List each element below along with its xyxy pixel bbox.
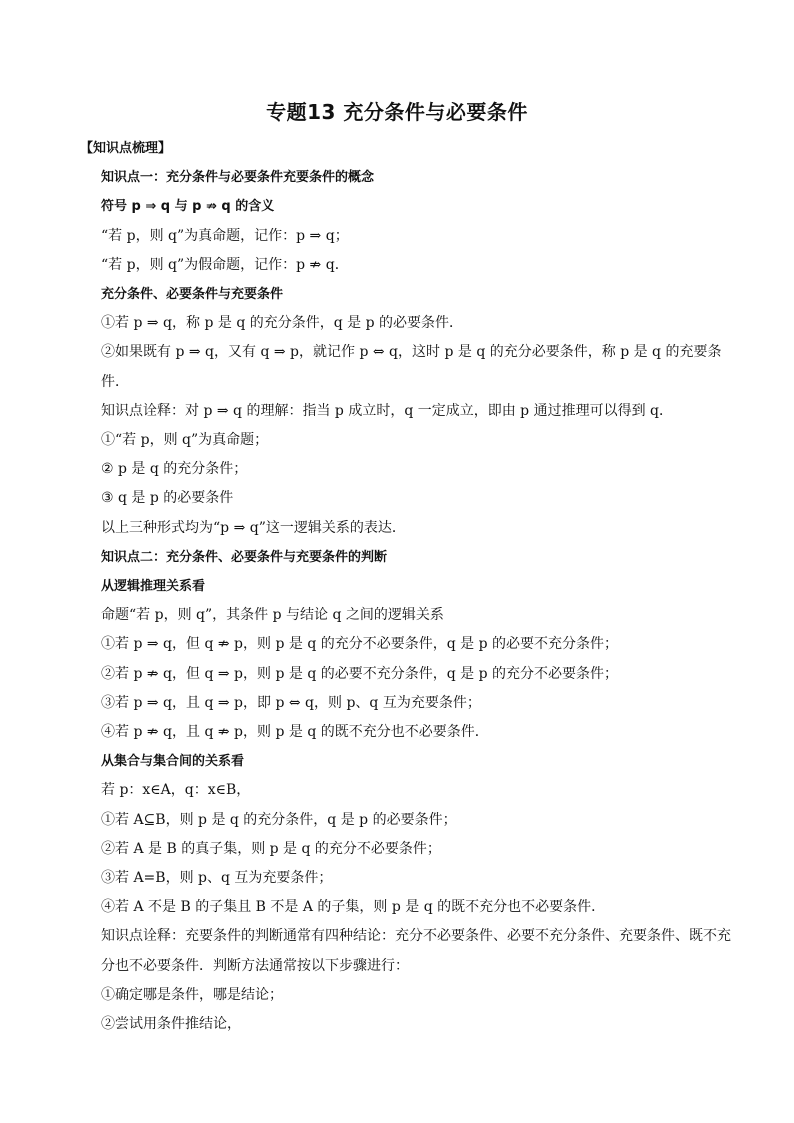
text-line: 以上三种形式均为“p ⇒ q”这一逻辑关系的表达． bbox=[101, 519, 406, 536]
text-paragraph: ②如果既有 p ⇒ q，又有 q ⇒ p，就记作 p ⇔ q，这时 p 是 q 的充分必要条件，称 p 是 q 的充要条件． bbox=[101, 344, 722, 390]
text-line: ②若 A 是 B 的真子集，则 p 是 q 的充分不必要条件； bbox=[101, 840, 441, 857]
text-line: 命题“若 p，则 q”，其条件 p 与结论 q 之间的逻辑关系 bbox=[101, 607, 444, 624]
subheading: 从集合与集合间的关系看 bbox=[101, 754, 245, 770]
text-line: ①若 p ⇒ q，但 q ⇏ p，则 p 是 q 的充分不必要条件，q 是 p 的必要不充分条件； bbox=[101, 636, 619, 653]
text-line: ③若 A=B，则 p、q 互为充要条件； bbox=[101, 870, 333, 887]
text-line: ③ q 是 p 的必要条件 bbox=[101, 490, 234, 507]
text-line: “若 p，则 q”为真命题，记作：p ⇒ q； bbox=[101, 227, 349, 244]
text-line: ①确定哪是条件，哪是结论； bbox=[101, 986, 283, 1003]
page-title: 专题13 充分条件与必要条件 bbox=[266, 100, 528, 124]
document-body bbox=[80, 134, 740, 1039]
text-line: ②尝试用条件推结论， bbox=[101, 1016, 241, 1033]
text-line: ④若 A 不是 B 的子集且 B 不是 A 的子集，则 p 是 q 的既不充分也不必要条件． bbox=[101, 899, 606, 916]
text-line: ②若 p ⇏ q，但 q ⇒ p，则 p 是 q 的必要不充分条件，q 是 p 的充分不必要条件； bbox=[101, 665, 619, 682]
text-line: ①若 p ⇒ q，称 p 是 q 的充分条件，q 是 p 的必要条件． bbox=[101, 315, 464, 332]
text-line: ② p 是 q 的充分条件； bbox=[101, 461, 248, 478]
subheading: 符号 p ⇒ q 与 p ⇏ q 的含义 bbox=[101, 199, 275, 215]
text-line: ①“若 p，则 q”为真命题； bbox=[101, 432, 269, 449]
text-line: “若 p，则 q”为假命题，记作：p ⇏ q． bbox=[101, 256, 349, 273]
subheading: 充分条件、必要条件与充要条件 bbox=[101, 287, 284, 303]
point-heading: 知识点二：充分条件、必要条件与充要条件的判断 bbox=[101, 549, 388, 565]
text-line: 若 p：x∈A，q：x∈B， bbox=[101, 782, 251, 799]
point-heading: 知识点一：充分条件与必要条件充要条件的概念 bbox=[101, 170, 375, 186]
text-line: ③若 p ⇒ q，且 q ⇒ p，即 p ⇔ q，则 p、q 互为充要条件； bbox=[101, 694, 481, 711]
subheading: 从逻辑推理关系看 bbox=[101, 579, 206, 595]
text-line: ①若 A⊆B，则 p 是 q 的充分条件，q 是 p 的必要条件； bbox=[101, 811, 457, 828]
section-header: 【知识点梳理】 bbox=[80, 141, 172, 156]
note-line: 知识点诠释：对 p ⇒ q 的理解：指当 p 成立时，q 一定成立，即由 p 通过推理可以得到 q． bbox=[101, 402, 674, 419]
text-line: ④若 p ⇏ q，且 q ⇏ p，则 p 是 q 的既不充分也不必要条件． bbox=[101, 724, 489, 741]
note-paragraph: 知识点诠释：充要条件的判断通常有四种结论：充分不必要条件、必要不充分条件、充要条件、既不充分也不必要条件．判断方法通常按以下步骤进行： bbox=[101, 928, 731, 974]
